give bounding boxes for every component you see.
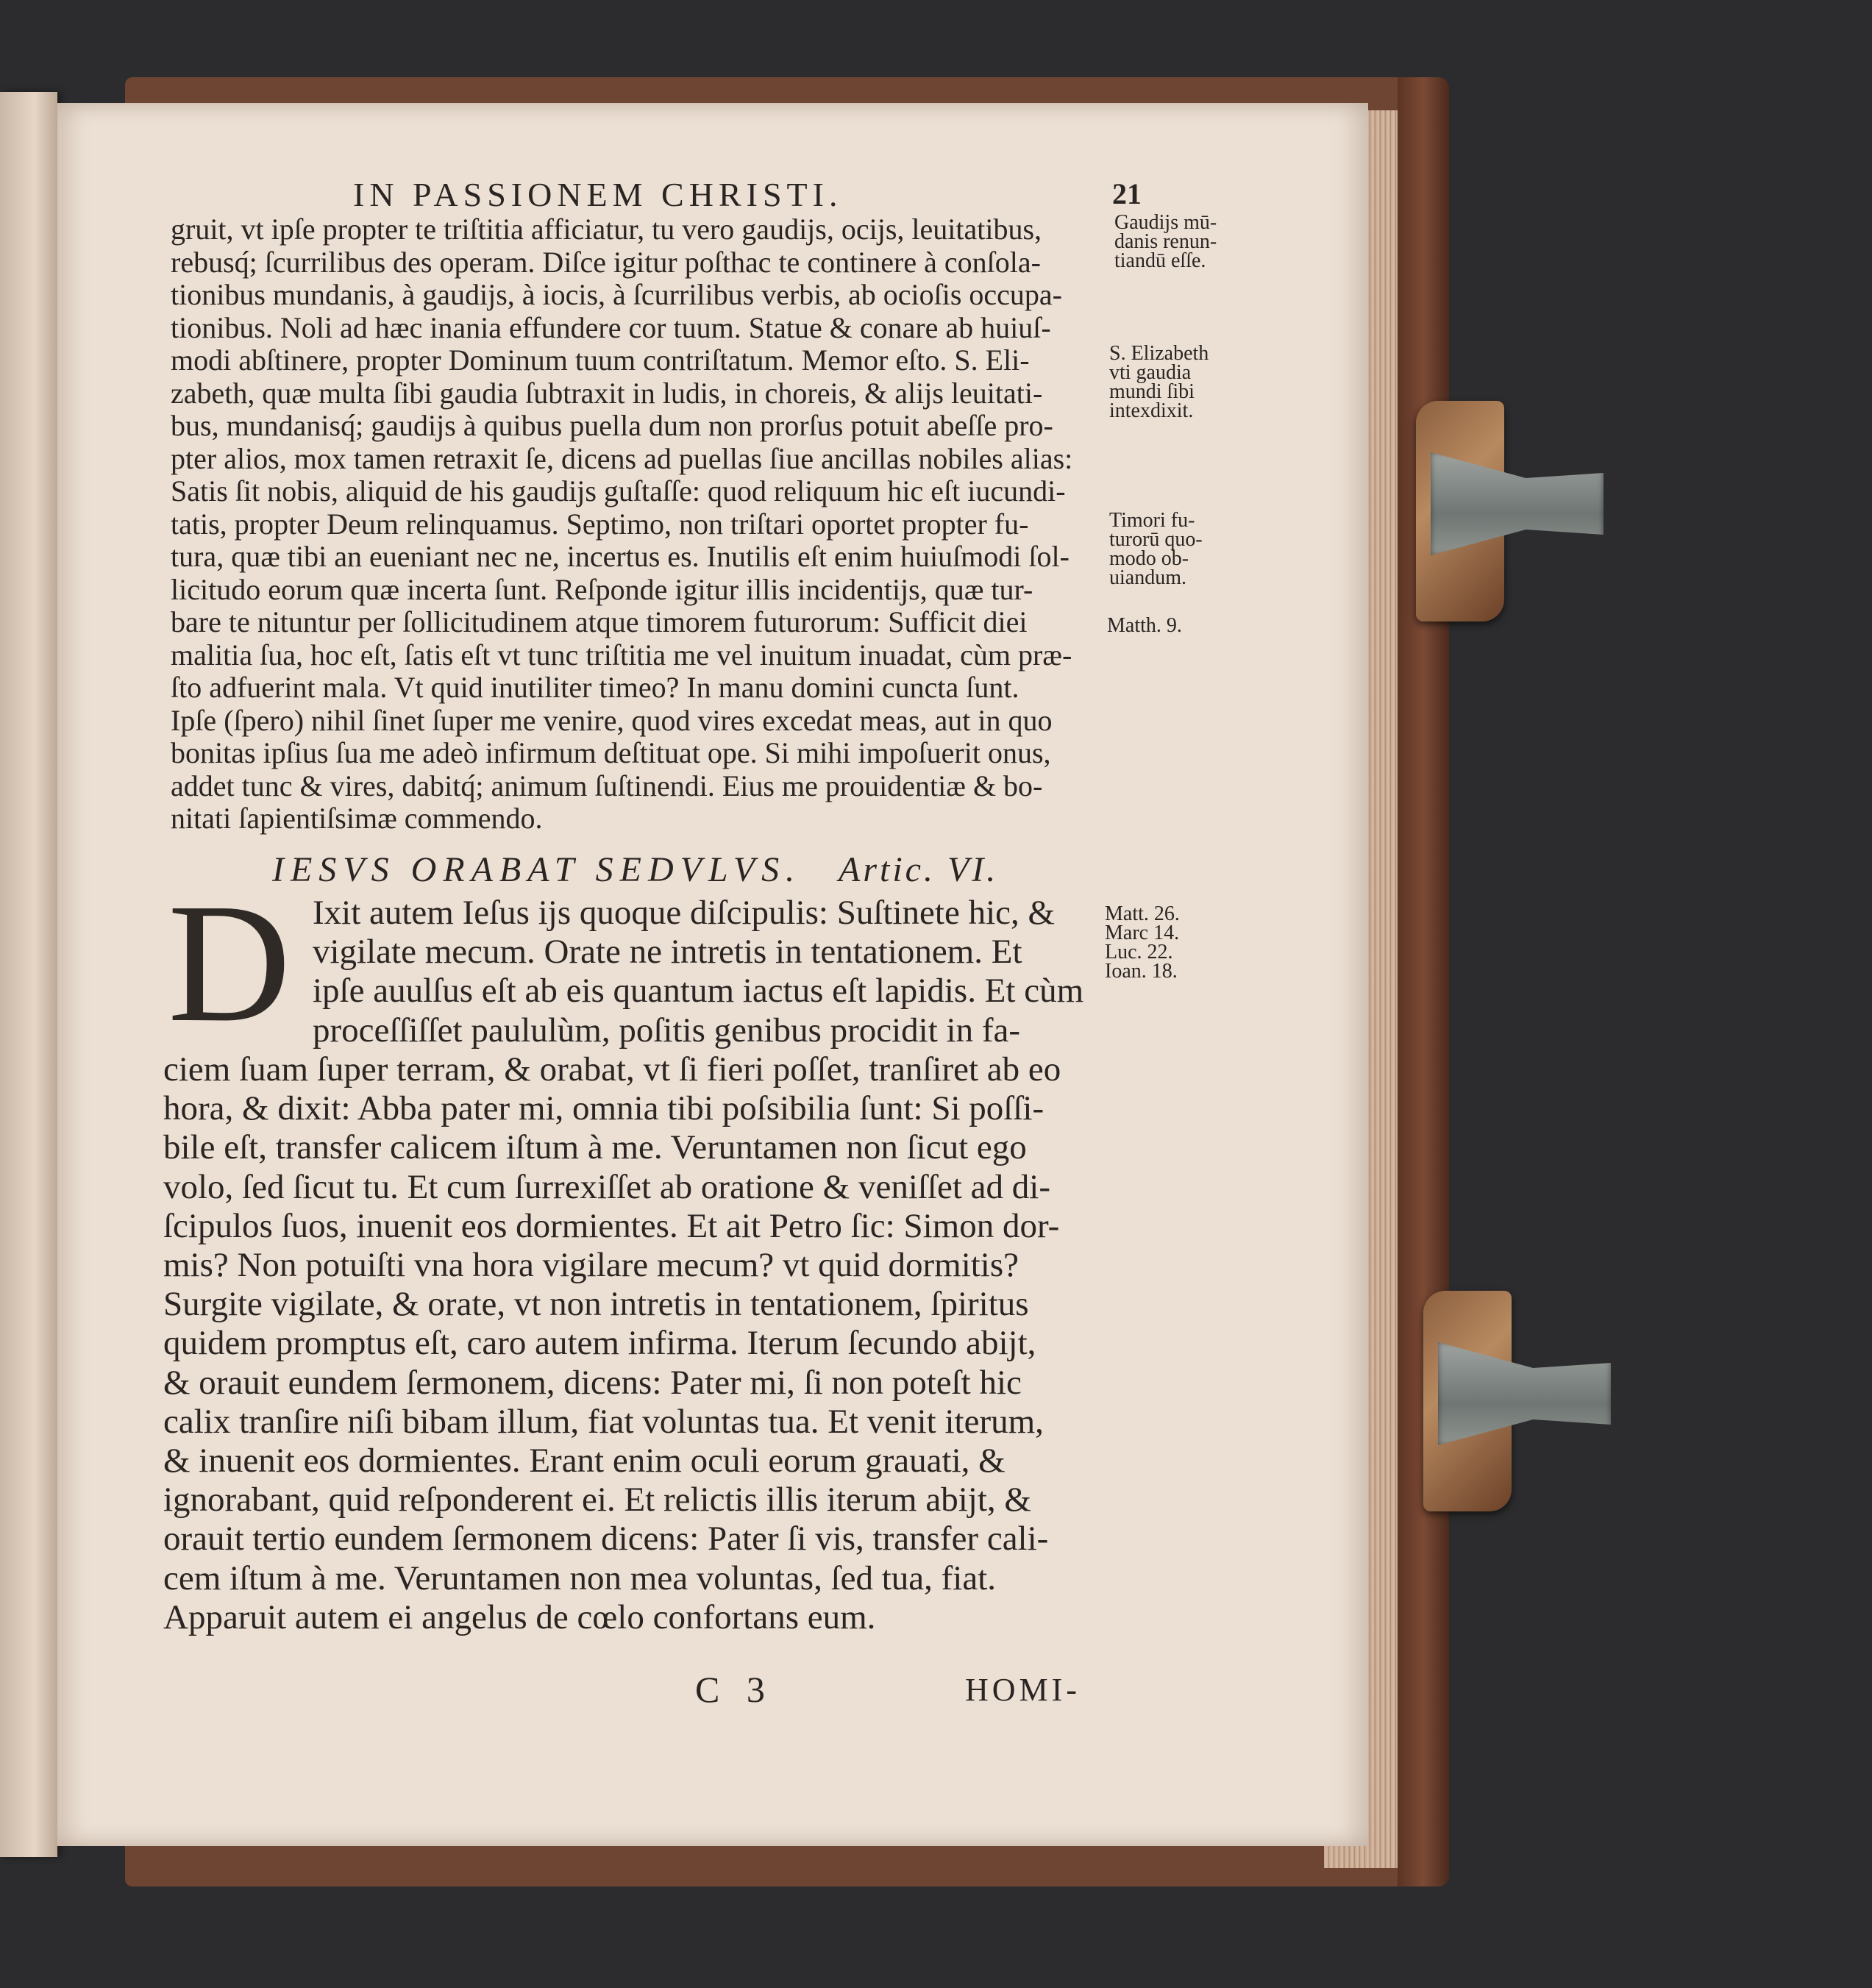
article-number: Artic. VI.	[839, 850, 999, 889]
text-line: zabeth, quæ multa ſibi gaudia ſubtraxit in ludis, in choreis, & alijs leuitati-	[171, 376, 1043, 410]
drop-cap: D	[168, 869, 291, 1058]
signature-mark: C 3	[695, 1669, 774, 1710]
margin-note-line: modo ob-	[1109, 547, 1189, 570]
clasp-metal-icon	[1431, 452, 1604, 555]
text-line: ſto adfuerint mala. Vt quid inutiliter timeo? In manu domini cuncta ſunt.	[171, 671, 1019, 704]
text-line: quidem promptus eſt, caro autem infirma. Iterum ſecundo abijt,	[163, 1324, 1036, 1363]
margin-note-gospel-refs	[1105, 902, 1180, 983]
lower-clasp-icon	[1423, 1291, 1615, 1511]
text-line: tionibus. Noli ad hæc inania effundere cor tuum. Statue & conare ab huiuſ-	[171, 310, 1051, 344]
text-line: calix tranſire niſi bibam illum, fiat voluntas tua. Et venit iterum,	[163, 1402, 1044, 1441]
text-line: vigilate mecum. Orate ne intretis in tentationem. Et	[313, 933, 1022, 972]
text-line: rebusq́; ſcurrilibus des operam. Diſce igitur poſthac te continere à conſola-	[171, 245, 1041, 279]
margin-note-line: uiandum.	[1109, 566, 1186, 589]
text-line: Satis ſit nobis, aliquid de his gaudijs guſtaſſe: quod reliquum hic eſt iucundi-	[171, 474, 1066, 507]
text-line: Ipſe (ſpero) nihil ſinet ſuper me venire, quod vires excedat meas, aut in quo	[171, 703, 1053, 737]
margin-note-line: Gaudijs mū-	[1114, 211, 1217, 234]
text-block-2	[163, 1050, 1061, 1637]
margin-note-line: mundi ſibi	[1109, 380, 1195, 403]
margin-note	[1114, 213, 1217, 271]
text-line: malitia ſua, hoc eſt, ſatis eſt vt tunc triſtitia me vel inuitum inuadat, cùm præ-	[171, 638, 1072, 671]
text-line: bare te nituntur per ſollicitudinem atque timorem futurorum: Sufficit diei	[171, 605, 1028, 638]
margin-note-line: Matth. 9.	[1107, 614, 1182, 637]
text-line: mis? Non potuiſti vna hora vigilare mecum? vt quid dormitis?	[163, 1246, 1019, 1285]
text-line: bus, mundanisq́; gaudijs à quibus puella dum non prorſus potuit abeſſe pro-	[171, 409, 1053, 442]
left-page-edge	[0, 92, 57, 1857]
text-line: nitati ſapientiſsimæ commendo.	[171, 802, 543, 835]
text-line: bonitas ipſius ſua me adeò infirmum deſtituat ope. Si mihi impoſuerit onus,	[171, 736, 1051, 769]
text-line: ſcipulos ſuos, inuenit eos dormientes. Et ait Petro ſic: Simon dor-	[163, 1206, 1060, 1245]
catchword: HOMI-	[965, 1672, 1081, 1708]
clasp-metal-icon	[1438, 1342, 1611, 1445]
text-line: gruit, vt ipſe propter te triſtitia afficiatur, tu vero gaudijs, ocijs, leuitatibus,	[171, 213, 1042, 246]
margin-note-line: vti gaudia	[1109, 361, 1192, 384]
text-line: hora, & dixit: Abba pater mi, omnia tibi poſsibilia ſunt: Si poſſi-	[163, 1089, 1044, 1128]
section-title: IESVS ORABAT SEDVLVS.	[272, 850, 802, 889]
margin-note-line: turorū quo-	[1109, 528, 1203, 551]
margin-note-line: Ioan. 18.	[1105, 960, 1178, 983]
text-line: volo, ſed ſicut tu. Et cum ſurrexiſſet ab oratione & veniſſet ad di-	[163, 1167, 1051, 1206]
margin-note-line: Matt. 26.	[1105, 902, 1180, 925]
text-line: Surgite vigilate, & orate, vt non intretis in tentationem, ſpiritus	[163, 1285, 1029, 1324]
text-block-2-indented	[313, 894, 1083, 1050]
margin-note-line: S. Elizabeth	[1109, 342, 1209, 365]
text-line: orauit tertio eundem ſermonem dicens: Pater ſi vis, transfer cali-	[163, 1519, 1049, 1558]
text-line: ignorabant, quid reſponderent ei. Et relictis illis iterum abijt, &	[163, 1481, 1031, 1519]
text-line: Apparuit autem ei angelus de cœlo confortans eum.	[163, 1597, 876, 1636]
text-block-1	[171, 213, 1072, 836]
upper-clasp-icon	[1416, 401, 1607, 621]
text-line: proceſſiſſet paululùm, poſitis genibus procidit in fa-	[313, 1011, 1021, 1050]
text-line: pter alios, mox tamen retraxit ſe, dicens ad puellas ſiue ancillas nobiles alias:	[171, 441, 1073, 475]
text-line: ciem ſuam ſuper terram, & orabat, vt ſi fieri poſſet, tranſiret ab eo	[163, 1050, 1061, 1089]
text-line: bile eſt, transfer calicem iſtum à me. Veruntamen non ſicut ego	[163, 1128, 1027, 1167]
text-line: licitudo eorum quæ incerta ſunt. Reſponde igitur illis incidentijs, quæ tur-	[171, 572, 1033, 606]
page-number: 21	[1112, 177, 1142, 210]
margin-note-line: tiandū eſſe.	[1114, 249, 1206, 272]
margin-note	[1109, 344, 1209, 421]
text-line: addet tunc & vires, dabitq́; animum ſuſtinendi. Eius me prouidentiæ & bo-	[171, 769, 1043, 802]
text-line: ipſe auulſus eſt ab eis quantum iactus eſt lapidis. Et cùm	[313, 972, 1084, 1011]
margin-note-line: Timori fu-	[1109, 509, 1195, 532]
text-line: tionibus mundanis, à gaudijs, à iocis, à ſcurrilibus verbis, ab ocioſis occupa-	[171, 278, 1062, 311]
text-line: & inuenit eos dormientes. Erant enim oculi eorum grauati, &	[163, 1442, 1006, 1481]
margin-note	[1107, 616, 1182, 635]
margin-note-line: intexdixit.	[1109, 399, 1194, 422]
text-line: modi abſtinere, propter Dominum tuum contriſtatum. Memor eſto. S. Eli-	[171, 343, 1030, 377]
book-cover-edge	[1398, 77, 1449, 1887]
text-line: tura, quæ tibi an eueniant nec ne, incertus es. Inutilis eſt enim huiuſmodi ſol-	[171, 540, 1070, 573]
running-title: IN PASSIONEM CHRISTI.	[353, 176, 843, 213]
margin-note-line: danis renun-	[1114, 230, 1217, 253]
text-line: tatis, propter Deum relinquamus. Septimo, non triſtari oportet propter fu-	[171, 507, 1029, 541]
margin-note	[1109, 511, 1203, 588]
margin-note-line: Luc. 22.	[1105, 941, 1173, 963]
text-line: & orauit eundem ſermonem, dicens: Pater mi, ſi non poteſt hic	[163, 1363, 1022, 1402]
text-line: Ixit autem Ieſus ijs quoque diſcipulis: Suſtinete hic, &	[313, 894, 1056, 932]
text-line: cem iſtum à me. Veruntamen non mea voluntas, ſed tua, fiat.	[163, 1558, 997, 1597]
margin-note-line: Marc 14.	[1105, 922, 1180, 944]
